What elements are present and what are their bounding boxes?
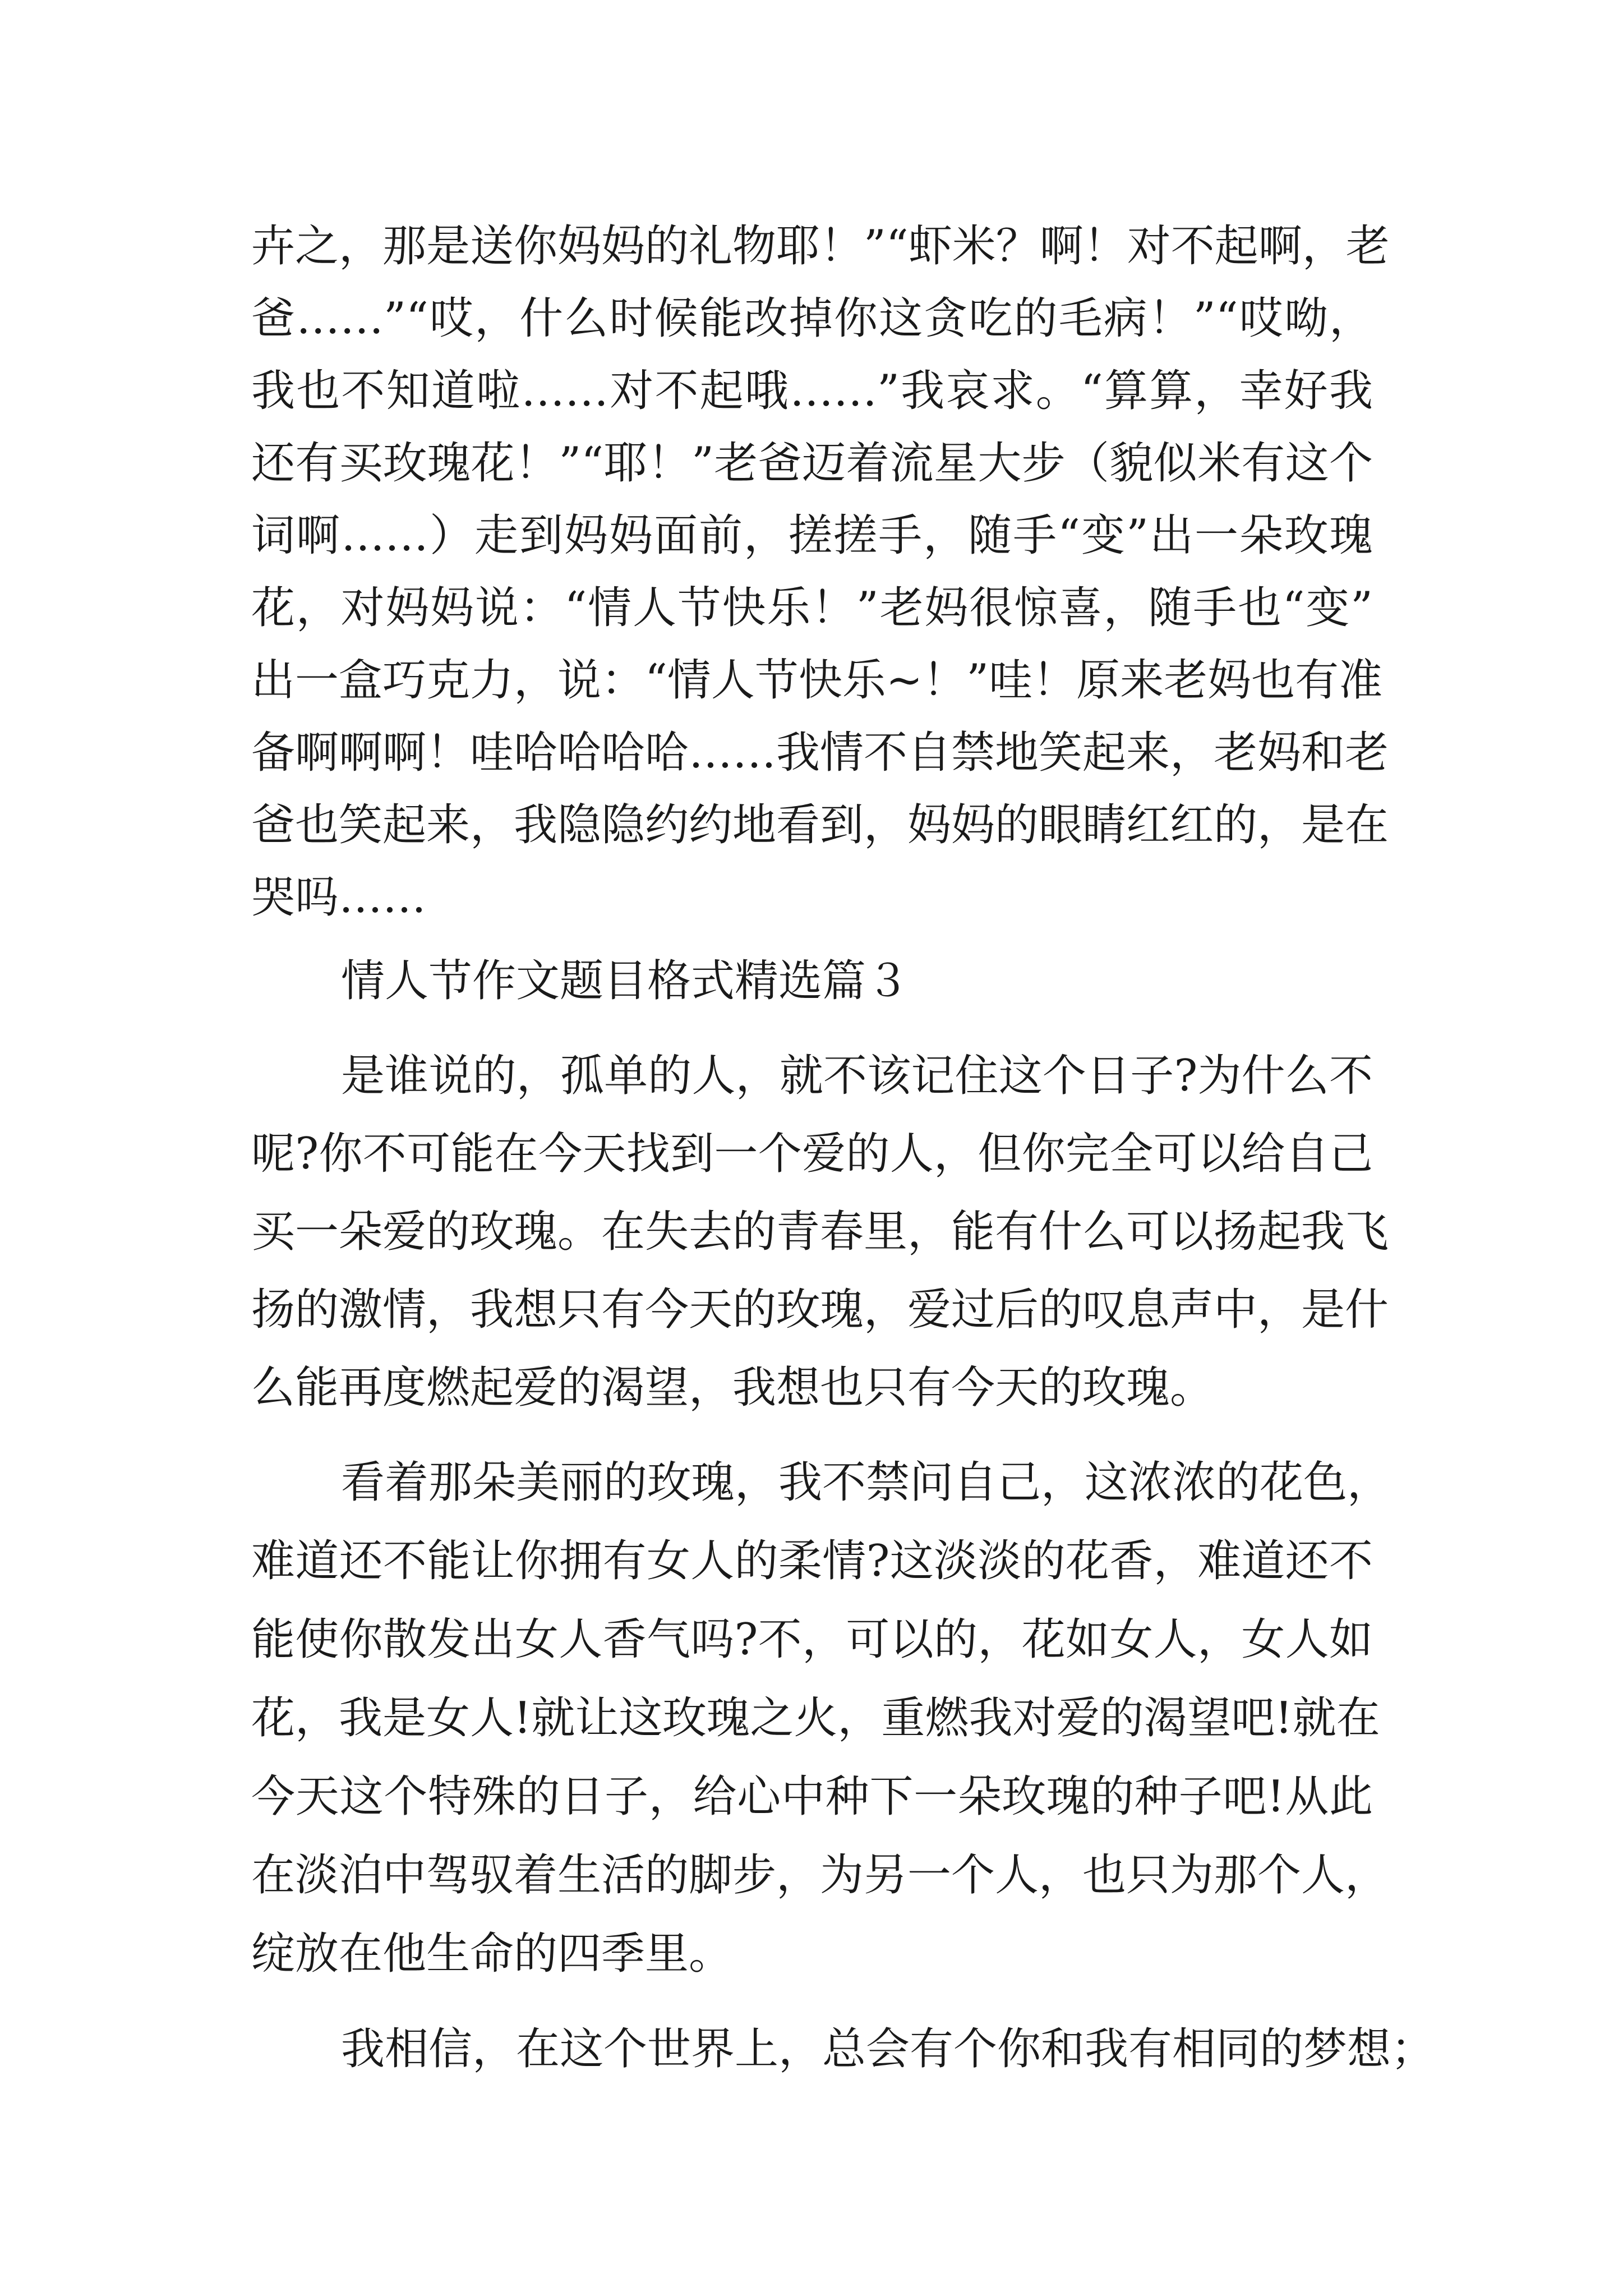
text-line: 花，我是女人!就让这玫瑰之火，重燃我对爱的渴望吧!就在 <box>251 1693 1380 1743</box>
text-line: 我也不知道啦……对不起哦……”我哀求。“算算，幸好我 <box>251 366 1373 416</box>
paragraph-first-line: 是谁说的，孤单的人，就不该记住这个日子?为什么不 <box>341 1051 1373 1101</box>
text-line: 还有买玫瑰花！”“耶！”老爸迈着流星大步（貌似米有这个 <box>251 438 1373 489</box>
text-line: 爸……”“哎，什么时候能改掉你这贪吃的毛病！”“哎呦， <box>251 293 1373 344</box>
text-line: 在淡泊中驾驭着生活的脚步，为另一个人，也只为那个人， <box>251 1850 1389 1901</box>
text-line: 备啊啊啊！哇哈哈哈哈……我情不自禁地笑起来，老妈和老 <box>251 728 1389 778</box>
text-line: 呢?你不可能在今天找到一个爱的人，但你完全可以给自己 <box>251 1129 1373 1179</box>
paragraph-first-line: 我相信，在这个世界上，总会有个你和我有相同的梦想； <box>341 2024 1435 2074</box>
text-line: 卉之，那是送你妈妈的礼物耶！”“虾米？啊！对不起啊，老 <box>251 221 1390 272</box>
text-line: 今天这个特殊的日子，给心中种下一朵玫瑰的种子吧!从此 <box>251 1772 1373 1822</box>
text-line: 哭吗…… <box>251 872 427 923</box>
paragraph-first-line: 看着那朵美丽的玫瑰，我不禁问自己，这浓浓的花色， <box>341 1457 1391 1508</box>
text-line: 买一朵爱的玫瑰。在失去的青春里，能有什么可以扬起我飞 <box>251 1207 1389 1257</box>
text-line: 爸也笑起来，我隐隐约约地看到，妈妈的眼睛红红的，是在 <box>251 800 1389 850</box>
text-line: 难道还不能让你拥有女人的柔情?这淡淡的花香，难道还不 <box>251 1536 1373 1586</box>
text-line: 词啊……）走到妈妈面前，搓搓手，随手“变”出一朵玫瑰 <box>251 510 1373 561</box>
text-line: 绽放在他生命的四季里。 <box>251 1929 733 1979</box>
text-line: 能使你散发出女人香气吗?不，可以的，花如女人，女人如 <box>251 1614 1373 1665</box>
text-line: 扬的激情，我想只有今天的玫瑰，爱过后的叹息声中，是什 <box>251 1285 1389 1335</box>
text-line: 出一盒巧克力，说：“情人节快乐~！”哇！原来老妈也有准 <box>251 655 1383 706</box>
text-line: 么能再度燃起爱的渴望，我想也只有今天的玫瑰。 <box>251 1363 1214 1413</box>
text-line: 花，对妈妈说：“情人节快乐！”老妈很惊喜，随手也“变” <box>251 583 1373 633</box>
section-heading: 情人节作文题目格式精选篇３ <box>341 956 910 1006</box>
